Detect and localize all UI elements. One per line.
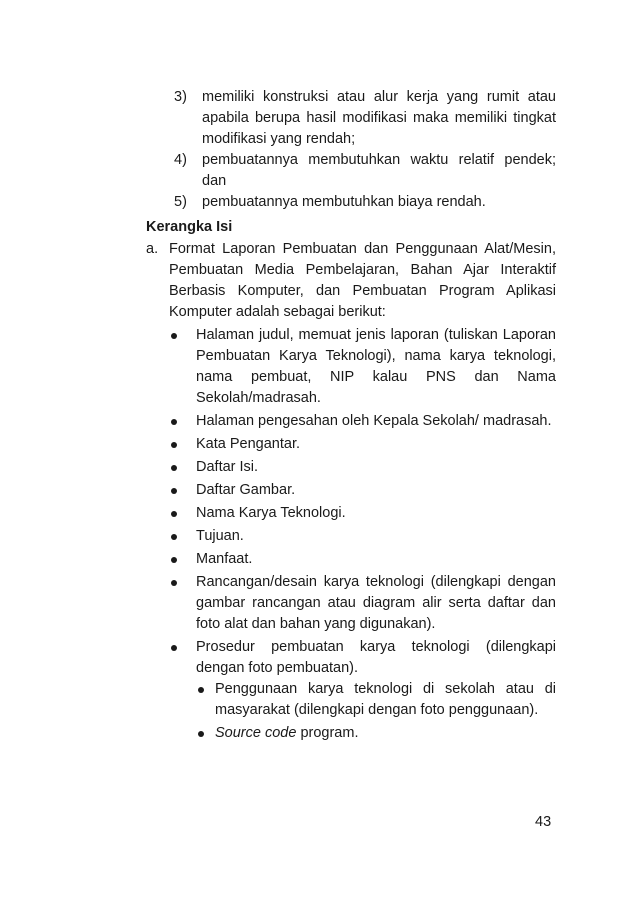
section-heading: Kerangka Isi — [146, 219, 233, 235]
item-number: 5) — [174, 194, 187, 210]
bullet-item — [169, 549, 556, 570]
bullet-item — [169, 637, 556, 744]
bullet-text: Daftar Gambar. — [196, 482, 296, 498]
sub-bullet-text: Penggunaan karya teknologi di sekolah atau di masyarakat (dilengkapi dengan foto penggunaan). — [215, 681, 556, 718]
bullet-icon — [171, 511, 177, 517]
bullet-icon — [171, 488, 177, 494]
bullet-icon — [171, 534, 177, 540]
bullet-icon — [171, 333, 177, 339]
list-item — [174, 150, 556, 192]
bullet-text: Prosedur pembuatan karya teknologi (dilengkapi dengan foto pembuatan). — [196, 639, 556, 676]
bullet-icon — [171, 442, 177, 448]
bullet-text: Rancangan/desain karya teknologi (dilengkapi dengan gambar rancangan atau diagram alir serta daftar dan foto alat dan bahan yang digunakan). — [196, 574, 556, 632]
bullet-text: Kata Pengantar. — [196, 436, 300, 452]
bullet-text: Tujuan. — [196, 528, 244, 544]
bullet-item — [169, 572, 556, 635]
source-code-term: Source code — [215, 725, 297, 741]
sub-bullet-item — [196, 723, 556, 744]
bullet-icon — [198, 731, 204, 737]
page-number: 43 — [535, 814, 552, 830]
bullet-icon — [171, 557, 177, 563]
bullet-text: Halaman judul, memuat jenis laporan (tuliskan Laporan Pembuatan Karya Teknologi), nama karya teknologi, nama pembuat, NIP kalau PNS dan Nama Sekolah/madrasah. — [196, 327, 556, 406]
sub-bullet-list — [196, 679, 556, 744]
bullet-text: Nama Karya Teknologi. — [196, 505, 346, 521]
bullet-text: Manfaat. — [196, 551, 253, 567]
sub-bullet-text: program. — [296, 725, 359, 741]
section-a — [146, 239, 556, 746]
item-text: pembuatannya membutuhkan waktu relatif pendek; dan — [202, 152, 556, 189]
item-text: pembuatannya membutuhkan biaya rendah. — [202, 194, 486, 210]
numbered-list — [174, 87, 556, 213]
bullet-item — [169, 503, 556, 524]
item-number: 4) — [174, 152, 187, 168]
list-item — [174, 87, 556, 150]
bullet-item — [169, 434, 556, 455]
bullet-item — [169, 325, 556, 409]
bullet-icon — [171, 465, 177, 471]
bullet-icon — [171, 580, 177, 586]
bullet-item — [169, 480, 556, 501]
item-number: 3) — [174, 89, 187, 105]
section-letter: a. — [146, 241, 159, 257]
sub-bullet-item — [196, 679, 556, 721]
bullet-item — [169, 457, 556, 478]
bullet-icon — [171, 645, 177, 651]
list-item — [174, 192, 556, 213]
section-a-text: Format Laporan Pembuatan dan Penggunaan Alat/Mesin, Pembuatan Media Pembelajaran, Bahan Ajar Interaktif Berbasis Komputer, dan Pembuatan Program Aplikasi Komputer adalah sebagai berikut: — [169, 241, 556, 320]
section-a-paragraph — [146, 239, 556, 323]
bullet-list — [146, 325, 556, 744]
bullet-item — [169, 526, 556, 547]
bullet-text: Daftar Isi. — [196, 459, 259, 475]
item-text: memiliki konstruksi atau alur kerja yang rumit atau apabila berupa hasil modifikasi maka memiliki tingkat modifikasi yang rendah; — [202, 89, 556, 147]
bullet-icon — [171, 419, 177, 425]
bullet-icon — [198, 687, 204, 693]
bullet-text: Halaman pengesahan oleh Kepala Sekolah/ madrasah. — [196, 413, 552, 429]
bullet-item — [169, 411, 556, 432]
